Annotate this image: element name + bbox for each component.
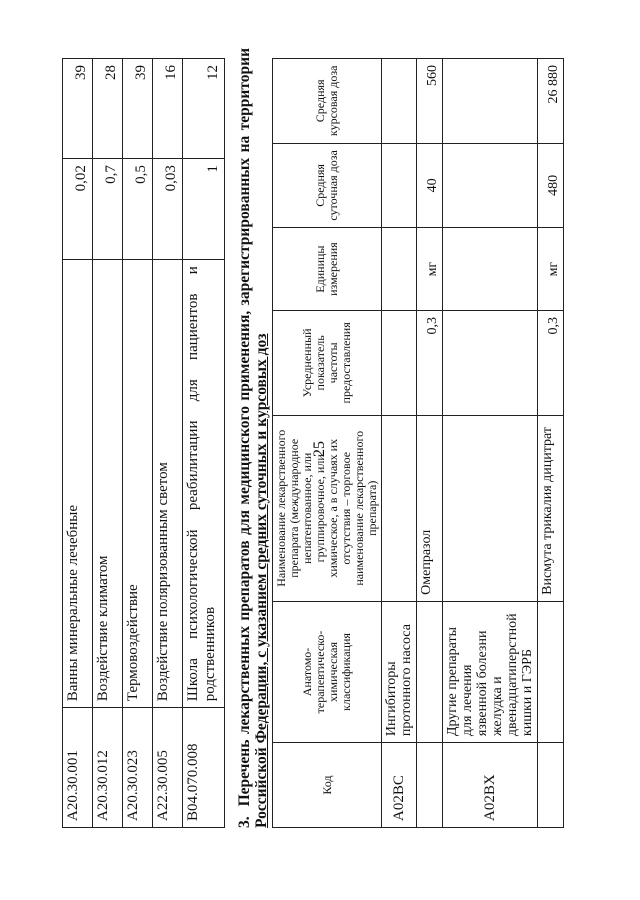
count-value: 16 <box>153 59 183 159</box>
table-row <box>538 59 564 828</box>
course-dose: 26 880 <box>538 59 564 144</box>
frequency-value: 1 <box>183 159 225 260</box>
drug-name: Омепразол <box>417 415 443 601</box>
unit: мг <box>538 228 564 311</box>
header-atc: Анатомо-терапевтическо-химическая классификация <box>273 601 382 742</box>
daily-dose <box>443 143 538 228</box>
table-row <box>382 59 417 828</box>
frequency-value: 0,5 <box>123 159 153 260</box>
atc-group <box>538 601 564 742</box>
service-code: A20.30.001 <box>63 708 93 828</box>
table-row <box>63 59 93 828</box>
service-code: A22.30.005 <box>153 708 183 828</box>
service-code: B04.070.008 <box>183 708 225 828</box>
drug-name: Висмута трикалия дицитрат <box>538 415 564 601</box>
count-value: 39 <box>123 59 153 159</box>
count-value: 12 <box>183 59 225 159</box>
table-row <box>93 59 123 828</box>
service-name-line2: родственников <box>202 606 218 702</box>
service-code: A20.30.012 <box>93 708 123 828</box>
course-dose: 560 <box>417 59 443 144</box>
table-row <box>183 59 225 828</box>
drug-code <box>538 743 564 828</box>
frequency <box>443 311 538 416</box>
course-dose <box>382 59 417 144</box>
unit: мг <box>417 228 443 311</box>
daily-dose <box>382 143 417 228</box>
table-row <box>417 59 443 828</box>
daily-dose: 40 <box>417 143 443 228</box>
services-table <box>62 58 225 828</box>
frequency: 0,3 <box>417 311 443 416</box>
service-name: Воздействие климатом <box>93 260 123 708</box>
service-name-line1: Школа психологической реабилитации для пациентов и <box>185 266 201 702</box>
drug-code <box>417 743 443 828</box>
frequency <box>382 311 417 416</box>
drug-name <box>443 415 538 601</box>
table-row <box>443 59 538 828</box>
service-name: Термовоздействие <box>123 260 153 708</box>
unit <box>443 228 538 311</box>
header-unit: Единицы измерения <box>273 228 382 311</box>
header-frequency: Усредненный показатель частоты предоставления <box>273 311 382 416</box>
section-title-line2: Российской Федерации, с указанием средних суточных и курсовых доз <box>253 333 270 828</box>
frequency-value: 0,03 <box>153 159 183 260</box>
service-code: A20.30.023 <box>123 708 153 828</box>
drug-code: A02BC <box>382 743 417 828</box>
section-title-line1: 3.Перечень лекарственных препаратов для медицинского применения, зарегистрированных на территории <box>236 48 253 828</box>
header-code: Код <box>273 743 382 828</box>
atc-group <box>417 601 443 742</box>
table-row <box>123 59 153 828</box>
drugs-table <box>272 58 564 828</box>
course-dose <box>443 59 538 144</box>
frequency-value: 0,7 <box>93 159 123 260</box>
unit <box>382 228 417 311</box>
count-value: 39 <box>63 59 93 159</box>
service-name: Воздействие поляризованным светом <box>153 260 183 708</box>
service-name: Ванны минеральные лечебные <box>63 260 93 708</box>
rotated-document <box>0 20 640 880</box>
header-course-dose: Средняя курсовая доза <box>273 59 382 144</box>
table-header-row <box>273 59 382 828</box>
header-daily-dose: Средняя суточная доза <box>273 143 382 228</box>
daily-dose: 480 <box>538 143 564 228</box>
atc-group: Ингибиторы протонного насоса <box>382 601 417 742</box>
table-row <box>153 59 183 828</box>
atc-group: Другие препараты для лечения язвенной болезни желудка и двенадцатиперстной кишки и ГЭРБ <box>443 601 538 742</box>
frequency: 0,3 <box>538 311 564 416</box>
service-name <box>183 260 225 708</box>
drug-name <box>382 415 417 601</box>
frequency-value: 0,02 <box>63 159 93 260</box>
drug-code: A02BX <box>443 743 538 828</box>
page-number: 25 <box>311 441 328 457</box>
header-drug: Наименование лекарственного препарата (международное непатентованное, или группировочное, или химическое, а в случаях их отсутствия – торговое наименование лекарственного препарата) <box>273 415 382 601</box>
section-heading <box>236 48 270 828</box>
section-number: 3. <box>236 816 253 828</box>
count-value: 28 <box>93 59 123 159</box>
